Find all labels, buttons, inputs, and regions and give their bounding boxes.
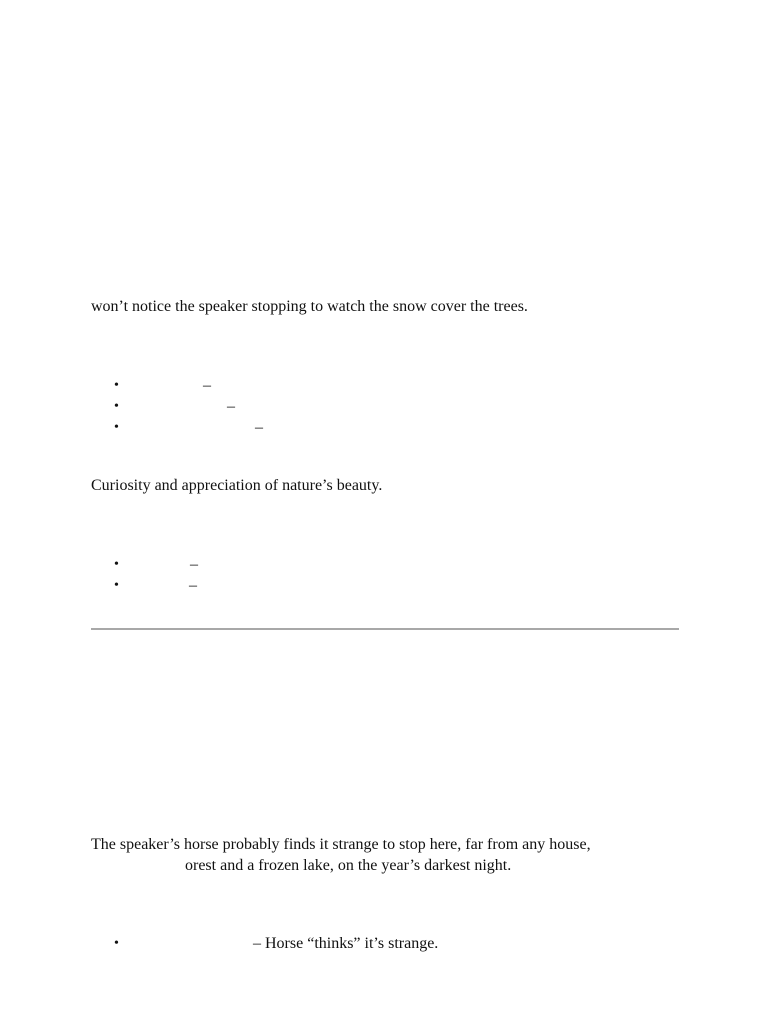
list-item-text: – Horse “thinks” it’s strange. xyxy=(253,935,439,952)
list-item-text: – xyxy=(203,377,211,394)
paragraph-line: The speaker’s horse probably finds it strange to stop here, far from any house, xyxy=(91,836,591,853)
bullet-point: • xyxy=(114,936,119,951)
paragraph-line: orest and a frozen lake, on the year’s darkest night. xyxy=(185,857,512,874)
paragraph-line: Curiosity and appreciation of nature’s beauty. xyxy=(91,477,383,494)
list-item-text: – xyxy=(227,398,235,415)
bullet-point: • xyxy=(114,378,119,393)
list-item-text: – xyxy=(255,419,263,436)
horizontal-divider xyxy=(91,628,679,630)
list-item-text: – xyxy=(190,556,198,573)
list-item-text: – xyxy=(189,577,197,594)
bullet-point: • xyxy=(114,557,119,572)
bullet-point: • xyxy=(114,420,119,435)
bullet-point: • xyxy=(114,578,119,593)
paragraph-line: won’t notice the speaker stopping to watch the snow cover the trees. xyxy=(91,298,528,315)
bullet-point: • xyxy=(114,399,119,414)
